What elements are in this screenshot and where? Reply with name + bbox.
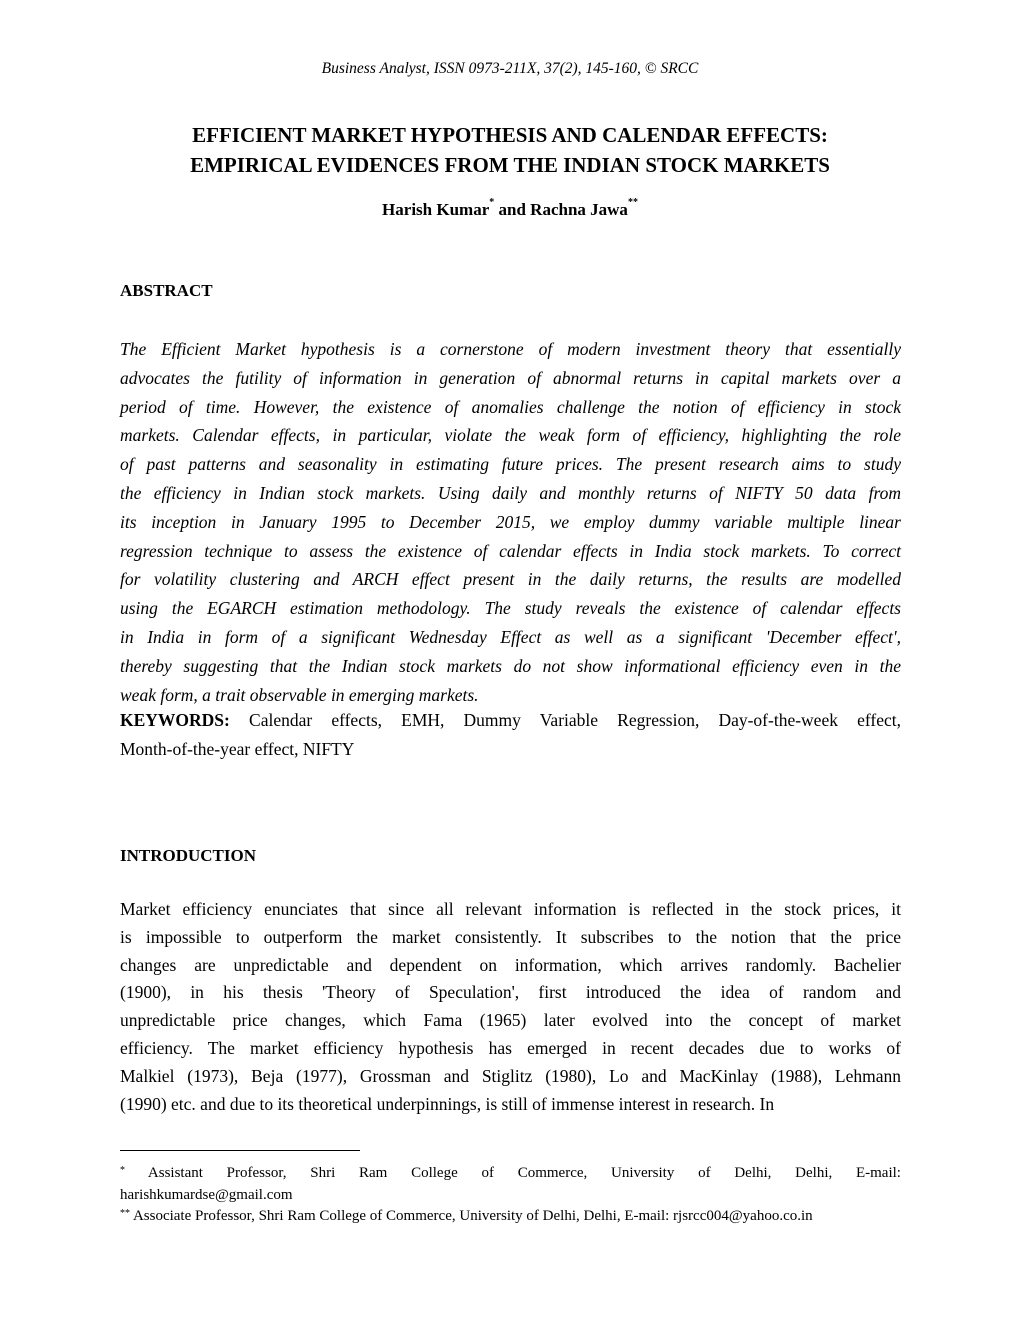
introduction-heading: INTRODUCTION [120, 846, 257, 865]
text-line: (1990) etc. and due to its theoretical underpinnings, is still of immense interest in research. In [120, 1093, 775, 1114]
paper-title [0, 120, 1020, 180]
author-name: Harish Kumar [382, 200, 490, 219]
keywords [120, 706, 901, 764]
text-line: Malkiel (1973), Beja (1977), Grossman and Stiglitz (1980), Lo and MacKinlay (1988), Lehmann [120, 1065, 901, 1086]
text-line: advocates the futility of information in generation of abnormal returns in capital markets over a [120, 367, 901, 388]
text-line: of past patterns and seasonality in estimating future prices. The present research aims to study [120, 454, 901, 475]
footnote-text: Assistant Professor, Shri Ram College of Commerce, University of Delhi, Delhi, E-mail: [147, 1165, 901, 1181]
footnote-text: harishkumardse@gmail.com [120, 1186, 293, 1203]
title-line: EMPIRICAL EVIDENCES FROM THE INDIAN STOCK MARKETS [190, 153, 830, 177]
text-line: in India in form of a significant Wednesday Effect as well as a significant 'December effect', [120, 626, 901, 647]
text-line: is impossible to outperform the market consistently. It subscribes to the notion that the price [120, 926, 901, 947]
abstract-body [120, 335, 901, 709]
text-line: thereby suggesting that the Indian stock markets do not show informational efficiency even in the [120, 655, 901, 676]
text-line: unpredictable price changes, which Fama (1965) later evolved into the concept of market [120, 1010, 901, 1031]
text-line: using the EGARCH estimation methodology. The study reveals the existence of calendar effects [120, 598, 901, 619]
text-line: efficiency. The market efficiency hypothesis has emerged in recent decades due to works of [120, 1037, 901, 1058]
authors [0, 197, 1020, 220]
text-line: period of time. However, the existence of anomalies challenge the notion of efficiency in stock [120, 396, 901, 417]
introduction-body [120, 896, 901, 1118]
text-line: Market efficiency enunciates that since all relevant information is reflected in the stock prices, it [120, 899, 901, 919]
text-line: changes are unpredictable and dependent on information, which arrives randomly. Bachelier [120, 954, 901, 975]
keywords-text: Month-of-the-year effect, NIFTY [120, 738, 355, 759]
text-line: weak form, a trait observable in emerging markets. [120, 684, 479, 705]
author-conjunction: and [494, 200, 531, 219]
text-line: markets. Calendar effects, in particular, violate the weak form of efficiency, highlighting the role [120, 425, 901, 446]
abstract-heading: ABSTRACT [120, 281, 213, 300]
text-line: regression technique to assess the existence of calendar effects in India stock markets. To correct [120, 540, 901, 561]
footnote-marker: ** [627, 197, 638, 208]
text-line: (1900), in his thesis 'Theory of Speculation', first introduced the idea of random and [120, 982, 901, 1003]
footnotes [120, 1163, 901, 1228]
journal-header: Business Analyst, ISSN 0973-211X, 37(2), 145-160, © SRCC [321, 60, 699, 77]
keywords-label: KEYWORDS: [120, 710, 230, 730]
author-name: Rachna Jawa [530, 200, 628, 219]
footnote-marker: * [489, 197, 495, 208]
footnote-divider [120, 1150, 360, 1151]
footnote-text: Associate Professor, Shri Ram College of Commerce, University of Delhi, Delhi, E-mail: rjsrcc004@yahoo.co.in [132, 1208, 813, 1224]
footnote-marker: ** [120, 1208, 130, 1219]
text-line: its inception in January 1995 to December 2015, we employ dummy variable multiple linear [120, 511, 901, 532]
keywords-text: Calendar effects, EMH, Dummy Variable Regression, Day-of-the-week effect, [249, 710, 901, 730]
text-line: The Efficient Market hypothesis is a cornerstone of modern investment theory that essentially [120, 339, 901, 359]
footnote-marker: * [120, 1165, 125, 1176]
text-line: for volatility clustering and ARCH effect present in the daily returns, the results are modelled [120, 569, 901, 590]
text-line: the efficiency in Indian stock markets. Using daily and monthly returns of NIFTY 50 data from [120, 482, 901, 503]
title-line: EFFICIENT MARKET HYPOTHESIS AND CALENDAR EFFECTS: [192, 123, 828, 147]
